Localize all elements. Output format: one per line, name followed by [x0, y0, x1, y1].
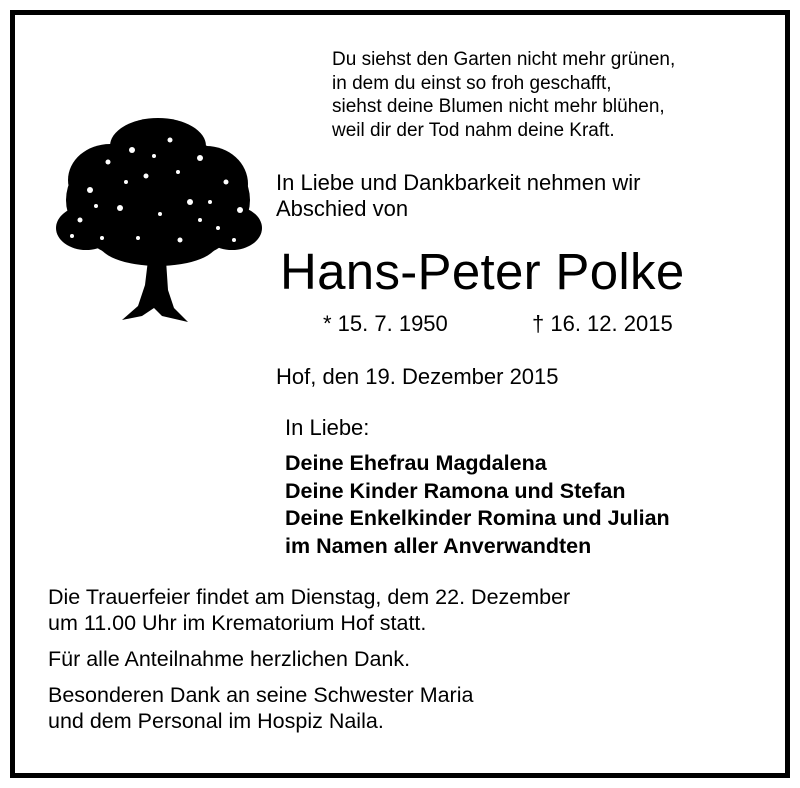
place-and-date: Hof, den 19. Dezember 2015 — [276, 364, 559, 389]
mourner-line: Deine Kinder Ramona und Stefan — [285, 478, 626, 503]
service-line: Die Trauerfeier findet am Dienstag, dem 22. Dezember — [48, 585, 571, 609]
special-thanks-line: und dem Personal im Hospiz Naila. — [48, 709, 384, 733]
mourners-list — [285, 450, 670, 560]
service-details — [48, 584, 570, 734]
mourner-line: Deine Ehefrau Magdalena — [285, 451, 547, 475]
mourners-heading: In Liebe: — [285, 415, 370, 440]
poem-line: weil dir der Tod nahm deine Kraft. — [332, 119, 615, 141]
poem-line: in dem du einst so froh geschafft, — [332, 72, 612, 94]
poem-line: siehst deine Blumen nicht mehr blühen, — [332, 96, 665, 117]
poem — [332, 48, 675, 142]
special-thanks-line: Besonderen Dank an seine Schwester Maria — [48, 683, 474, 707]
death-date: † 16. 12. 2015 — [532, 311, 673, 336]
intro-line: In Liebe und Dankbarkeit nehmen wir — [276, 170, 641, 195]
intro-line: Abschied von — [276, 196, 409, 221]
special-thanks — [48, 682, 570, 734]
farewell-intro — [276, 170, 640, 222]
tree-icon — [50, 110, 266, 326]
service-info — [48, 584, 570, 636]
poem-line: Du siehst den Garten nicht mehr grünen, — [332, 49, 676, 70]
deceased-name: Hans-Peter Polke — [280, 243, 685, 300]
service-line: um 11.00 Uhr im Krematorium Hof statt. — [48, 611, 427, 635]
mourner-line: im Namen aller Anverwandten — [285, 533, 592, 558]
mourner-line: Deine Enkelkinder Romina und Julian — [285, 506, 670, 530]
thanks-line: Für alle Anteilnahme herzlichen Dank. — [48, 647, 411, 671]
birth-date: * 15. 7. 1950 — [323, 311, 448, 336]
